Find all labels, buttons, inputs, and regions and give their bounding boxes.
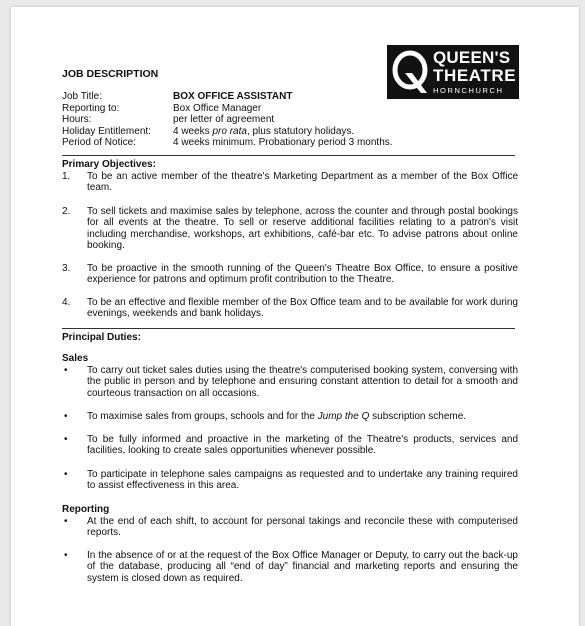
meta-value bbox=[173, 126, 354, 138]
objective-item bbox=[62, 171, 518, 194]
meta-row-holiday bbox=[62, 126, 393, 138]
item-text: To be an effective and flexible member of the Box Office team and to be available for work during evenings, weekends and bank holidays. bbox=[87, 297, 518, 320]
meta-value: per letter of agreement bbox=[173, 114, 275, 125]
bullet: • bbox=[64, 516, 68, 527]
logo-line-1: QUEEN'S bbox=[433, 48, 511, 67]
meta-value: 4 weeks minimum. Probationary period 3 months. bbox=[173, 137, 393, 148]
document-page bbox=[11, 7, 579, 626]
meta-label: Period of Notice: bbox=[62, 137, 136, 148]
queens-theatre-logo bbox=[387, 45, 519, 99]
sales-heading: Sales bbox=[62, 353, 89, 364]
meta-label: Reporting to: bbox=[62, 102, 120, 114]
meta-row-job-title bbox=[62, 91, 393, 103]
item-text: To be fully informed and proactive in the marketing of the Theatre's products, services and facilities, looking to create sales opportunities whenever possible. bbox=[87, 434, 518, 457]
meta-label: Holiday Entitlement: bbox=[62, 125, 151, 137]
item-text: To be proactive in the smooth running of the Queen's Theatre Box Office, to ensure a positive experience for patrons and optimum profit contribution to the Theatre. bbox=[87, 263, 518, 286]
bullet: • bbox=[64, 550, 68, 561]
meta-value-italic: pro rata bbox=[212, 125, 247, 137]
duty-item bbox=[62, 516, 518, 539]
duty-item bbox=[62, 469, 518, 492]
meta-row-hours bbox=[62, 114, 393, 126]
duty-item bbox=[62, 434, 518, 457]
logo-line-3: HORNCHURCH bbox=[433, 86, 504, 95]
bullet: • bbox=[64, 411, 68, 422]
reporting-heading: Reporting bbox=[62, 504, 110, 515]
duty-item bbox=[62, 365, 518, 399]
meta-value: BOX OFFICE ASSISTANT bbox=[173, 91, 293, 102]
meta-label: Hours: bbox=[62, 114, 92, 125]
item-text-part: subscription scheme. bbox=[369, 411, 467, 422]
item-text bbox=[87, 411, 518, 422]
duty-item bbox=[62, 550, 518, 584]
meta-value-part: , plus statutory holidays. bbox=[246, 125, 355, 137]
meta-row-reporting-to bbox=[62, 103, 393, 115]
principal-duties-heading: Principal Duties: bbox=[62, 332, 141, 343]
item-text: To participate in telephone sales campaigns as requested and to undertake any training required to assist effectiveness in this area. bbox=[87, 469, 518, 492]
meta-value-part: 4 weeks bbox=[173, 125, 213, 137]
item-text: To be an active member of the theatre's Marketing Department as a member of the Box Office team. bbox=[87, 171, 518, 194]
item-number: 1. bbox=[62, 171, 71, 182]
objective-item bbox=[62, 297, 518, 320]
meta-value: Box Office Manager bbox=[173, 102, 262, 114]
logo-line-2: THEATRE bbox=[433, 66, 517, 85]
bullet: • bbox=[64, 469, 68, 480]
duty-item bbox=[62, 411, 518, 422]
item-number: 3. bbox=[62, 263, 71, 274]
divider bbox=[62, 155, 515, 156]
meta-row-notice bbox=[62, 137, 393, 149]
item-number: 2. bbox=[62, 206, 71, 217]
bullet: • bbox=[64, 365, 68, 376]
item-number: 4. bbox=[62, 297, 71, 308]
divider bbox=[62, 328, 515, 329]
document-title: JOB DESCRIPTION bbox=[62, 68, 159, 80]
primary-objectives-heading: Primary Objectives: bbox=[62, 159, 156, 170]
item-text: To carry out ticket sales duties using the theatre's computerised booking system, conversing with the public in person and by telephone and ensuring constant attention to detail for a smooth and courteous transaction on all occasions. bbox=[87, 365, 518, 399]
objective-item bbox=[62, 206, 518, 252]
job-meta-table bbox=[62, 91, 393, 149]
item-text-italic: Jump the Q bbox=[317, 411, 370, 422]
item-text: To sell tickets and maximise sales by telephone, across the counter and through postal bookings for all events at the theatre. To sell or reserve additional facilities relating to a patron's visit including merchandise, workshops, art exhibitions, café-bar etc. To advise patrons about online booking. bbox=[87, 206, 518, 252]
item-text: In the absence of or at the request of the Box Office Manager or Deputy, to carry out the back-up of the database, producing all “end of day” financial and marketing reports and ensuring the system is closed down as required. bbox=[87, 550, 518, 584]
objective-item bbox=[62, 263, 518, 286]
bullet: • bbox=[64, 434, 68, 445]
item-text: At the end of each shift, to account for personal takings and reconcile these with computerised reports. bbox=[87, 516, 518, 539]
meta-label: Job Title: bbox=[62, 91, 103, 102]
q-logo-icon bbox=[391, 49, 429, 95]
item-text-part: To maximise sales from groups, schools and for the bbox=[87, 411, 318, 422]
